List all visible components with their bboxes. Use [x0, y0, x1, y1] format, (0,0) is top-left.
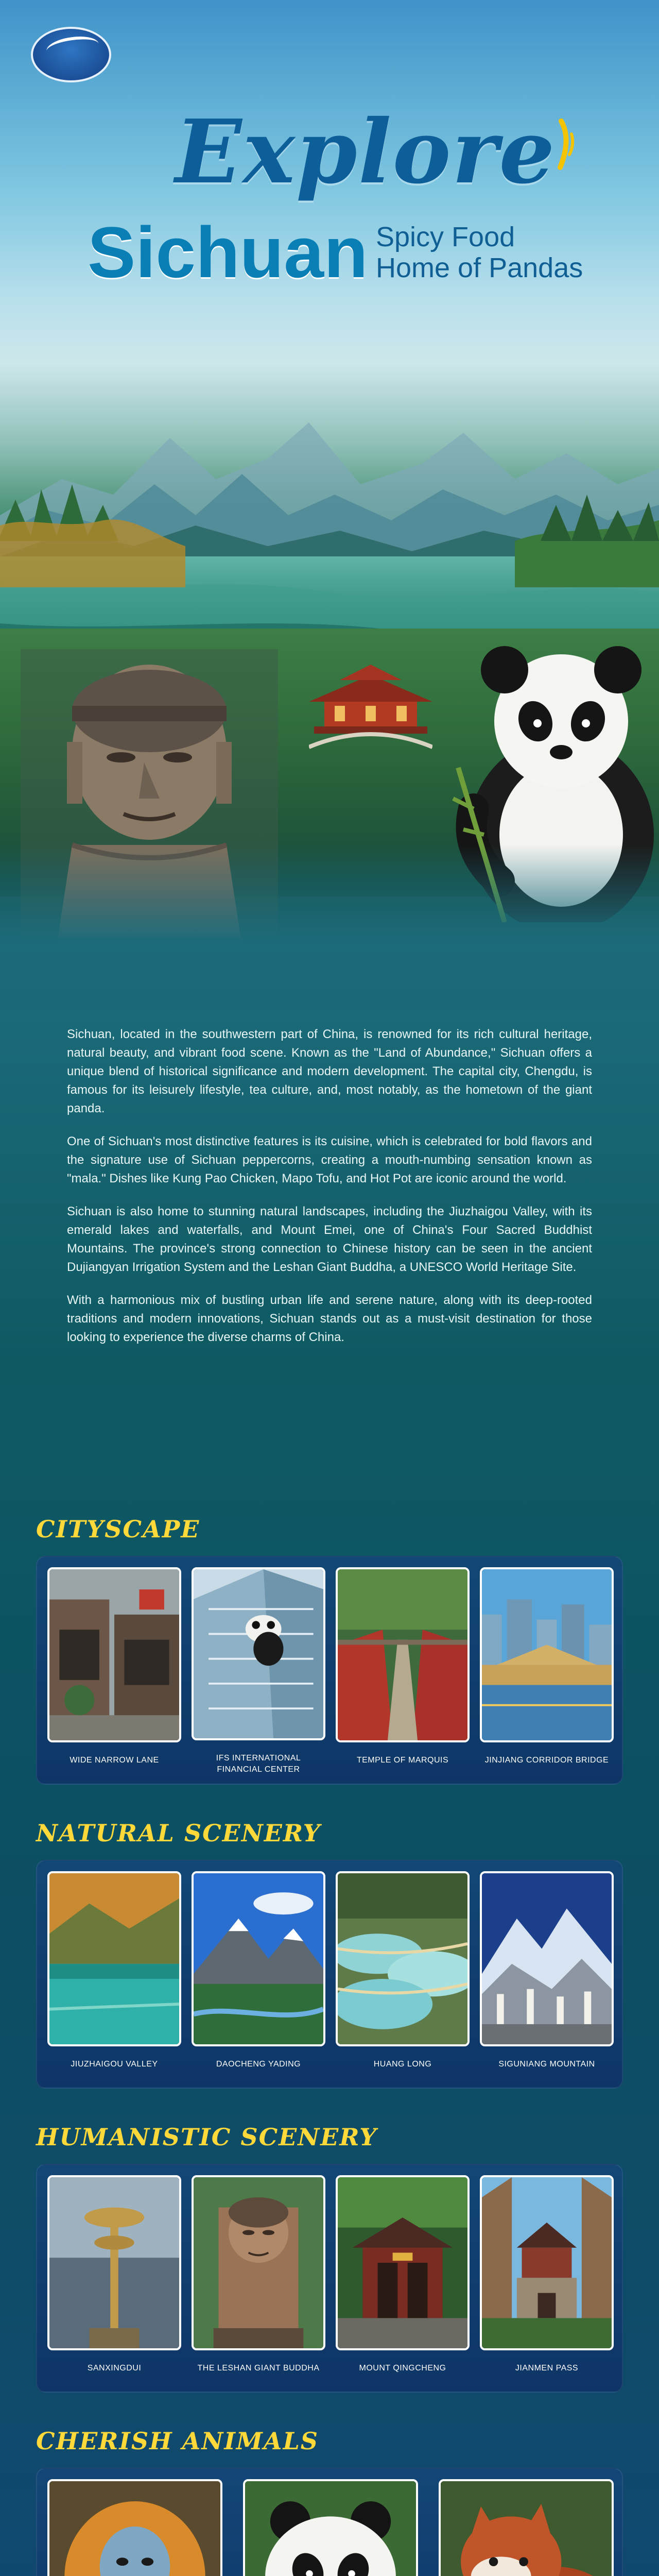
card-wide-narrow-lane[interactable]	[47, 1567, 181, 1775]
card-label: JINJIANG CORRIDOR BRIDGE	[484, 1756, 609, 1765]
card-image	[480, 2175, 614, 2350]
intro-paragraph: With a harmonious mix of bustling urban life and serene nature, along with its deep-rooted traditions and modern innovations, Sichuan stands out as a must-visit destination for those looking to experience the diverse charms of China.	[67, 1293, 592, 1344]
brand-logo[interactable]	[31, 27, 111, 82]
card-jinjiang-bridge[interactable]	[480, 1567, 614, 1775]
section-title: HUMANISTIC SCENERY	[36, 2123, 377, 2151]
card-row	[47, 2479, 614, 2576]
logo-swirl-icon	[45, 33, 100, 61]
card-image	[192, 1871, 325, 2046]
card-ifs[interactable]	[192, 1567, 325, 1775]
intro-paragraph: One of Sichuan's most distinctive features is its cuisine, which is celebrated for bold flavors and the signature use of Sichuan peppercorns, creating a mouth-numbing sensation known as "mala." Dishes like Kung Pao Chicken, Mapo Tofu, and Hot Pot are iconic around the world.	[67, 1134, 592, 1185]
card-label: SIGUNIANG MOUNTAIN	[498, 2060, 595, 2069]
section-title: CHERISH ANIMALS	[36, 2427, 319, 2455]
card-image	[336, 2175, 470, 2350]
card-daocheng-yading[interactable]	[192, 1871, 325, 2079]
card-image	[336, 1871, 470, 2046]
hero-fade	[0, 845, 659, 1010]
card-image	[480, 1871, 614, 2046]
tagline-line-2: Home of Pandas	[376, 252, 583, 283]
card-label: DAOCHENG YADING	[216, 2060, 301, 2069]
card-panda[interactable]	[243, 2479, 418, 2576]
card-label: HUANG LONG	[373, 2060, 432, 2069]
intro-paragraph: Sichuan is also home to stunning natural landscapes, including the Jiuzhaigou Valley, with its emerald lakes and waterfalls, and Mount Emei, one of China's Four Sacred Buddhist Mountains. The province's strong connection to Chinese history can be seen in the ancient Dujiangyan Irrigation System and the Leshan Giant Buddha, a UNESCO World Heritage Site.	[67, 1205, 592, 1274]
card-image	[192, 2175, 325, 2350]
card-leshan-giant-buddha[interactable]	[192, 2175, 325, 2383]
card-image	[47, 2175, 181, 2350]
tree-line	[0, 453, 659, 587]
card-label: JIANMEN PASS	[515, 2364, 579, 2372]
section-cityscape	[0, 1515, 659, 1793]
card-image	[47, 1871, 181, 2046]
hero-region-title: Sichuan	[88, 212, 368, 293]
hero-banner	[0, 0, 659, 1010]
card-label: WIDE NARROW LANE	[70, 1756, 159, 1765]
section-panel	[36, 2468, 623, 2576]
card-label: THE LESHAN GIANT BUDDHA	[197, 2364, 320, 2372]
card-image	[480, 1567, 614, 1742]
section-panel	[36, 1860, 623, 2089]
card-row	[47, 1567, 614, 1775]
card-label: TEMPLE OF MARQUIS	[356, 1756, 449, 1765]
card-mount-qingcheng[interactable]	[336, 2175, 470, 2383]
card-huang-long[interactable]	[336, 1871, 470, 2079]
card-row	[47, 2175, 614, 2383]
card-image	[192, 1567, 325, 1740]
section-humanistic-scenery	[0, 2123, 659, 2401]
section-panel	[36, 2164, 623, 2393]
card-red-panda[interactable]	[439, 2479, 614, 2576]
card-siguniang-mountain[interactable]	[480, 1871, 614, 2079]
section-panel	[36, 1556, 623, 1785]
intro-paragraph: Sichuan, located in the southwestern part of China, is renowned for its rich cultural heritage, natural beauty, and vibrant food scene. Known as the "Land of Abundance," Sichuan offers a unique blend of historical significance and modern development. The capital city, Chengdu, is famous for its leisurely lifestyle, tea culture, and, most notably, as the hometown of the giant panda.	[67, 1027, 592, 1115]
hero-headline: Explore	[175, 100, 556, 204]
card-image	[47, 2479, 222, 2576]
card-image	[243, 2479, 418, 2576]
card-label: SANXINGDUI	[87, 2364, 142, 2372]
section-title: NATURAL SCENERY	[36, 1819, 321, 1847]
card-label: IFS INTERNATIONAL FINANCIAL CENTER	[216, 1754, 301, 1774]
card-label: JIUZHAIGOU VALLEY	[71, 2060, 158, 2069]
section-cherish-animals	[0, 2427, 659, 2576]
card-sanxingdui[interactable]	[47, 2175, 181, 2383]
card-image	[47, 1567, 181, 1742]
card-jiuzhaigou[interactable]	[47, 1871, 181, 2079]
card-row	[47, 1871, 614, 2079]
card-label: MOUNT QINGCHENG	[359, 2364, 446, 2372]
card-temple-of-marquis[interactable]	[336, 1567, 470, 1775]
card-jianmen-pass[interactable]	[480, 2175, 614, 2383]
section-natural-scenery	[0, 1819, 659, 2097]
sparkle-icon	[556, 118, 577, 170]
card-image	[336, 1567, 470, 1742]
section-title: CITYSCAPE	[36, 1515, 200, 1543]
intro-text	[67, 1025, 592, 1361]
tagline-line-1: Spicy Food	[376, 222, 515, 252]
hero-tagline	[376, 222, 592, 283]
card-image	[439, 2479, 614, 2576]
card-snub-nosed-monkey[interactable]	[47, 2479, 222, 2576]
pavilion-illustration	[309, 665, 432, 752]
